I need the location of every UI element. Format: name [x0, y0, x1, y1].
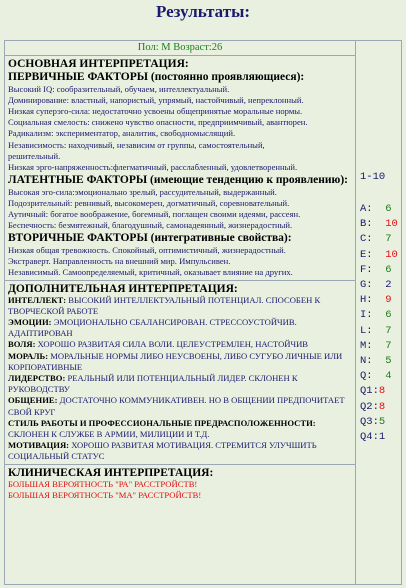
factor-label: Q1: [360, 385, 379, 398]
secondary-factors-list [8, 245, 352, 279]
additional-item-text: ХОРОШО РАЗВИТАЯ СИЛА ВОЛИ. ЦЕЛЕУСТРЕМЛЕН, НАСТОЙЧИВ [35, 339, 309, 350]
factor-score-row [360, 263, 392, 277]
factor-label: E: [360, 248, 373, 261]
factor-label: A: [360, 203, 373, 215]
latent-factors-list [8, 187, 352, 232]
additional-item-label: ОБЩЕНИЕ: [8, 395, 58, 406]
clinical-warning-line: БОЛЬШАЯ ВЕРОЯТНОСТЬ "РА" РАССТРОЙСТВ! [8, 478, 198, 489]
factor-label: N: [360, 355, 373, 367]
factor-scores-column [356, 41, 401, 584]
factor-label: Q3: [360, 415, 379, 428]
additional-item-text: ЭМОЦИОНАЛЬНО СБАЛАНСИРОВАН. СТРЕССОУСТОЙЧИВ. АДАПТИРОВАН [8, 316, 297, 339]
factor-value: 8 [378, 400, 386, 413]
additional-item [8, 418, 352, 440]
factor-score-row [360, 232, 392, 246]
additional-item-text: РЕАЛЬНЫЙ ИЛИ ПОТЕНЦИАЛЬНЫЙ ЛИДЕР. СКЛОНЕН К РУКОВОДСТВУ [8, 372, 298, 395]
factor-value: 5 [378, 415, 386, 428]
additional-interpretation-title: ДОПОЛНИТЕЛЬНАЯ ИНТЕРПРЕТАЦИЯ: [8, 282, 238, 295]
factor-value: 2 [385, 279, 392, 291]
latent-factor-line: Высокая эго-сила:эмоционально зрелый, рассудительный, выдержанный. [8, 186, 277, 197]
factor-label: Q2: [360, 400, 379, 413]
factor-score-row [360, 278, 392, 292]
latent-factor-line: Подозрительный: ревнивый, высокомерен, догматичный, соревновательный. [8, 197, 290, 208]
factor-value: 7 [385, 324, 392, 337]
primary-factor-line: Высокий IQ: сообразительный, обучаем, интеллектуальный. [8, 83, 230, 94]
additional-item-label: СТИЛЬ РАБОТЫ И ПРОФЕССИОНАЛЬНЫЕ ПРЕДРАСПОЛОЖЕННОСТИ: [8, 417, 316, 428]
factor-score-row [360, 415, 385, 429]
results-main-column [5, 41, 356, 584]
additional-item-label: ЭМОЦИИ: [8, 316, 52, 327]
additional-item-label: МОРАЛЬ: [8, 350, 49, 361]
additional-interpretation-list [8, 295, 352, 463]
primary-factor-line: Социальная смелость: снижено чувство опасности, предприимчивый, авантюрен. [8, 117, 308, 128]
additional-item [8, 440, 352, 462]
basic-interpretation-title: ОСНОВНАЯ ИНТЕРПРЕТАЦИЯ: [8, 58, 189, 70]
factor-label: Q4: [360, 431, 379, 443]
secondary-factor-line: Низкая общая тревожность. Спокойный, оптимистичный, жизнерадостный. [8, 244, 286, 255]
additional-item-text: СКЛОНЕН К СЛУЖБЕ В АРМИИ, МИЛИЦИИ И Т.Д. [8, 428, 210, 439]
factor-value: 10 [385, 218, 398, 231]
factor-score-row [360, 339, 392, 353]
factor-label: C: [360, 233, 373, 246]
additional-item-label: МОТИВАЦИЯ: [8, 440, 70, 451]
factor-score-row [360, 202, 392, 216]
primary-factor-line: Доминирование: властный, напористый, упрямый, настойчивый, непреклонный. [8, 94, 304, 105]
factor-value: 6 [385, 309, 392, 322]
additional-item [8, 373, 352, 395]
clinical-interpretation-list [8, 479, 352, 501]
factor-value: 4 [385, 370, 392, 383]
additional-item [8, 339, 352, 350]
factor-label: H: [360, 294, 373, 307]
clinical-interpretation-section [5, 465, 355, 502]
factor-value: 10 [385, 248, 398, 261]
primary-factors-list [8, 84, 352, 174]
factor-label: G: [360, 279, 373, 291]
factor-score-row [360, 308, 392, 322]
factor-value: 7 [385, 339, 392, 352]
additional-item [8, 395, 352, 417]
latent-factors-title: ЛАТЕНТНЫЕ ФАКТОРЫ (имеющие тенденцию к проявлению): [8, 174, 348, 187]
factor-score-row [360, 324, 392, 338]
factor-value: 1 [378, 431, 386, 443]
score-range-label: 1-10 [360, 171, 386, 183]
additional-item [8, 317, 352, 339]
primary-factor-line: решительный. [8, 150, 61, 161]
latent-factor-line: Аутичный: богатое воображение, богемный, поглащен своими идеями, рассеян. [8, 209, 301, 220]
additional-item-label: ВОЛЯ: [8, 339, 36, 350]
secondary-factor-line: Экстраверт. Направленность на внешний мир. Импульсивен. [8, 256, 231, 267]
factor-value: 6 [385, 263, 392, 276]
additional-item-label: ИНТЕЛЛЕКТ: [8, 294, 67, 305]
factor-label: B: [360, 218, 373, 231]
factor-value: 8 [378, 385, 386, 398]
factor-score-row [360, 384, 385, 398]
factor-value: 9 [385, 294, 392, 307]
clinical-warning-line: БОЛЬШАЯ ВЕРОЯТНОСТЬ "МА" РАССТРОЙСТВ! [8, 489, 202, 500]
primary-factor-line: Низкая суперэго-сила: недостаточно усвоены общепринятые моральные нормы. [8, 105, 303, 116]
latent-factor-line: Беспечность: безмятежный, благодушный, самонадеянный, жизнерадостный. [8, 220, 293, 231]
factor-score-row [360, 430, 385, 444]
additional-item-text: ДОСТАТОЧНО КОММУНИКАТИВЕН. НО В ОБЩЕНИИ ПРЕДПОЧИТАЕТ СВОЙ КРУГ [8, 395, 345, 417]
basic-interpretation-section [5, 56, 355, 281]
additional-item-label: ЛИДЕРСТВО: [8, 372, 66, 383]
factor-score-row [360, 293, 392, 307]
clinical-interpretation-title: КЛИНИЧЕСКАЯ ИНТЕРПРЕТАЦИЯ: [8, 466, 214, 479]
additional-item-text: ВЫСОКИЙ ИНТЕЛЛЕКТУАЛЬНЫЙ ПОТЕНЦИАЛ. СПОСОБЕН К ТВОРЧЕСКОЙ РАБОТЕ [8, 294, 321, 316]
additional-interpretation-section [5, 281, 355, 465]
factor-label: I: [360, 309, 373, 322]
factor-value: 6 [385, 203, 392, 215]
additional-item-text: ХОРОШО РАЗВИТАЯ МОТИВАЦИЯ. СТРЕМИТСЯ УЛУЧШИТЬ СОЦИАЛЬНЫЙ СТАТУС [8, 440, 317, 462]
factor-score-row [360, 354, 392, 368]
factor-score-row [360, 369, 392, 383]
factor-label: M: [360, 339, 373, 352]
page-title: Результаты: [155, 2, 251, 21]
secondary-factor-line: Независимый. Самоопределяемый, критичный, оказывает влияние на других. [8, 267, 293, 278]
factor-value: 7 [385, 233, 392, 246]
secondary-factors-title: ВТОРИЧНЫЕ ФАКТОРЫ (интегративные свойства): [8, 232, 292, 245]
factor-score-row [360, 400, 385, 414]
additional-item [8, 351, 352, 373]
primary-factors-title: ПЕРВИЧНЫЕ ФАКТОРЫ (постоянно проявляющиеся): [8, 71, 305, 83]
factor-value: 5 [385, 355, 392, 367]
factor-label: Q: [360, 370, 373, 383]
additional-item [8, 295, 352, 317]
factor-score-row [360, 248, 398, 262]
sex-age-info: Пол: М Возраст:26 [5, 41, 355, 56]
primary-factor-line: Независимость: находчивый, независим от группы, самостоятельный, [8, 139, 265, 150]
factor-label: L: [360, 324, 373, 337]
additional-item-text: МОРАЛЬНЫЕ НОРМЫ ЛИБО НЕУСВОЕНЫ, ЛИБО СУГУБО ЛИЧНЫЕ ИЛИ КОРПОРАТИВНЫЕ [8, 350, 343, 372]
factor-label: F: [360, 263, 373, 276]
primary-factor-line: Радикализм: экспериментатор, аналитик, свободномыслящий. [8, 128, 236, 139]
factor-score-row [360, 217, 398, 231]
primary-factor-line: Низкая эрго-напряженность:флегматичный, расслабленный, удовлетворенный. [8, 161, 298, 172]
